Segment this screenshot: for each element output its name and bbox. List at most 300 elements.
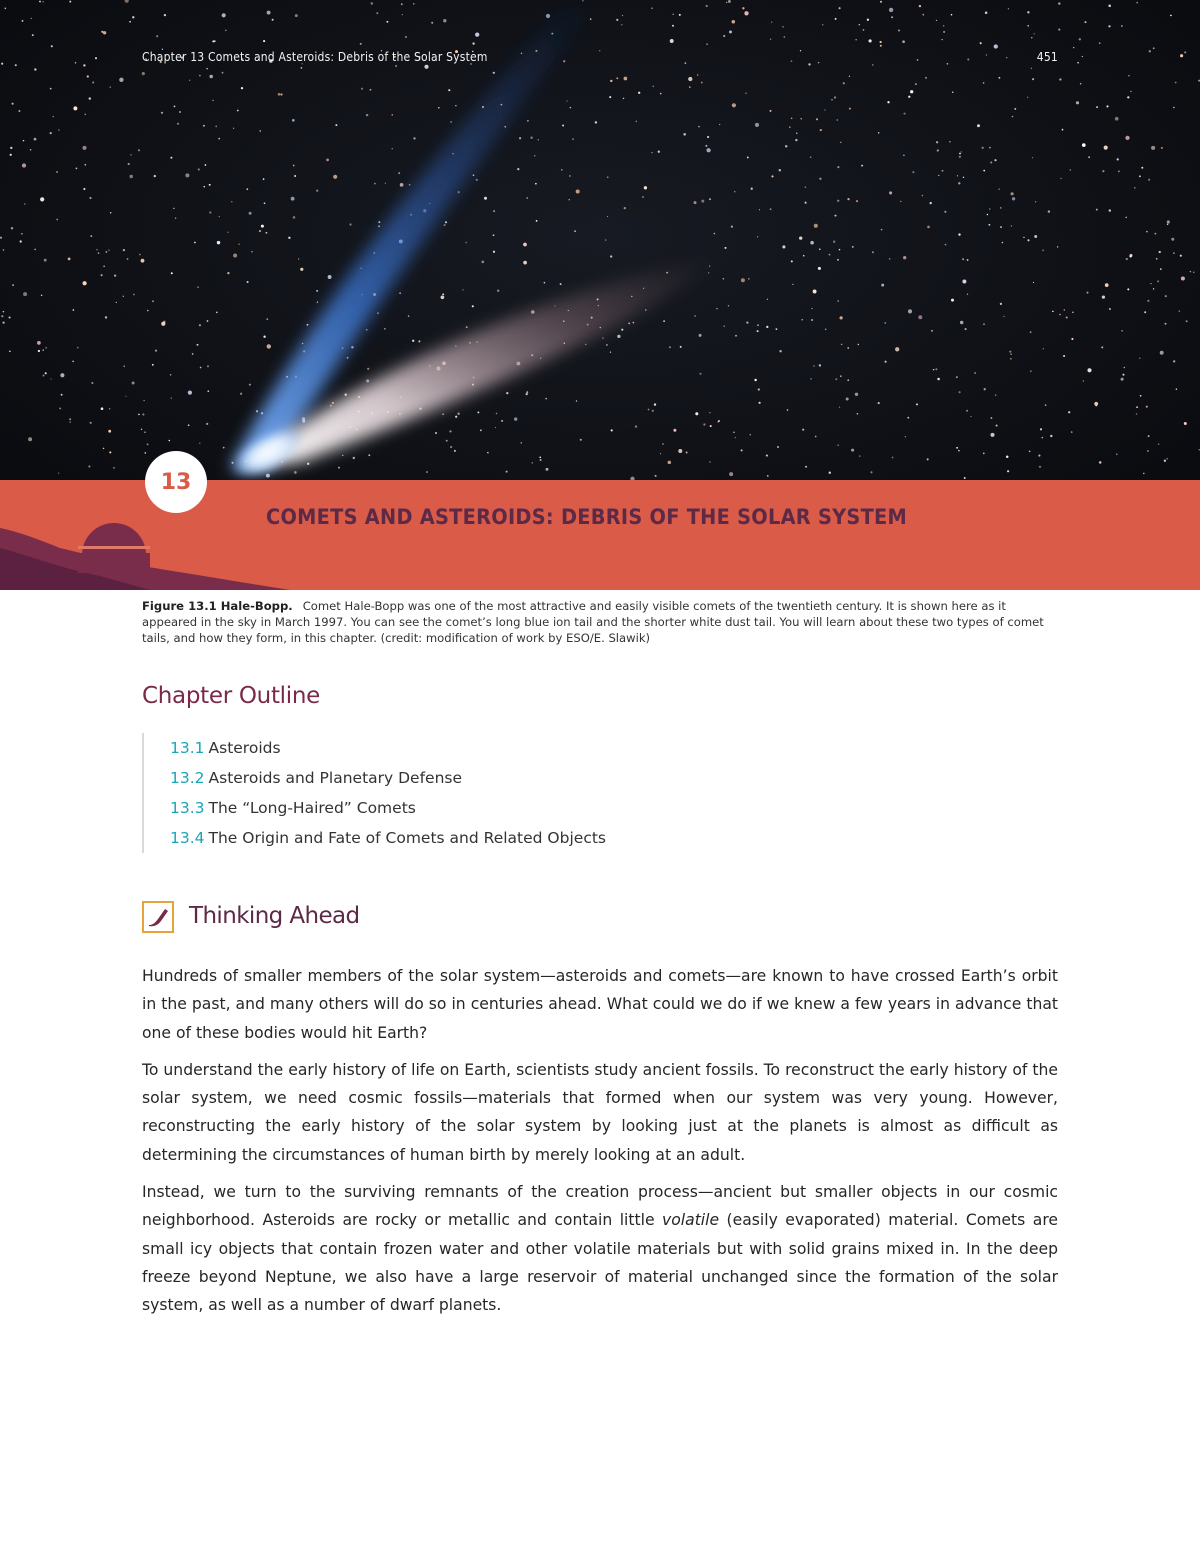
figure-caption — [142, 598, 1058, 646]
star — [638, 92, 640, 94]
star — [652, 410, 654, 412]
star — [267, 344, 271, 348]
star — [944, 211, 946, 213]
star — [223, 447, 225, 449]
star — [374, 183, 376, 185]
star — [663, 320, 665, 322]
star — [698, 126, 700, 128]
star — [69, 421, 71, 423]
star — [872, 64, 874, 66]
star — [902, 40, 905, 43]
star — [307, 463, 309, 465]
star — [32, 34, 34, 36]
star — [686, 452, 688, 454]
star — [1014, 108, 1016, 110]
star — [635, 425, 637, 427]
star — [820, 129, 822, 131]
star — [1059, 314, 1061, 316]
star — [1139, 175, 1141, 177]
star — [644, 186, 647, 189]
star — [1161, 147, 1163, 149]
star — [147, 443, 149, 445]
star — [1045, 404, 1047, 406]
star — [1027, 239, 1029, 241]
star — [125, 396, 126, 397]
star — [10, 154, 12, 156]
star — [408, 315, 409, 316]
star — [455, 105, 456, 106]
star — [90, 235, 92, 237]
star — [366, 379, 369, 382]
star — [519, 137, 521, 139]
star — [185, 173, 189, 177]
star — [1136, 406, 1138, 408]
star — [699, 334, 702, 337]
star — [602, 337, 603, 338]
outline-label[interactable]: The Origin and Fate of Comets and Related Objects — [208, 829, 606, 847]
star — [1060, 178, 1061, 179]
outline-number[interactable]: 13.3 — [170, 799, 205, 817]
star — [938, 175, 939, 176]
star — [617, 335, 620, 338]
star — [961, 151, 962, 152]
star — [154, 175, 156, 177]
star — [539, 456, 541, 458]
star — [956, 447, 958, 449]
star — [1048, 210, 1050, 212]
star — [1064, 309, 1066, 311]
star — [386, 21, 388, 23]
star — [376, 12, 378, 14]
star — [570, 107, 571, 108]
star — [1012, 197, 1015, 200]
star — [9, 316, 11, 318]
star — [24, 203, 26, 205]
star — [89, 97, 91, 99]
star — [869, 39, 872, 42]
star — [818, 267, 821, 270]
star — [1032, 78, 1034, 80]
star — [409, 184, 411, 186]
star — [701, 82, 703, 84]
star — [30, 149, 32, 151]
star — [908, 96, 910, 98]
thinking-ahead-body — [142, 962, 1058, 1329]
star — [651, 152, 652, 153]
star — [785, 145, 787, 147]
star — [1127, 288, 1129, 290]
star — [791, 260, 793, 262]
star — [455, 416, 457, 418]
star — [43, 375, 45, 377]
star — [770, 39, 771, 40]
star — [922, 195, 924, 197]
star — [1125, 217, 1127, 219]
star — [288, 237, 290, 239]
star — [1171, 238, 1174, 241]
outline-number[interactable]: 13.4 — [170, 829, 205, 847]
star — [771, 22, 772, 23]
star — [101, 274, 103, 276]
star — [867, 19, 869, 21]
star — [34, 249, 36, 251]
star — [261, 225, 264, 228]
star — [758, 388, 760, 390]
star — [1109, 308, 1111, 310]
star — [532, 462, 533, 463]
star — [878, 402, 880, 404]
star — [1029, 450, 1031, 452]
star — [106, 251, 108, 253]
star — [88, 465, 90, 467]
star — [105, 316, 107, 318]
star — [859, 455, 860, 456]
star — [143, 400, 144, 401]
star — [847, 347, 849, 349]
star — [73, 309, 75, 311]
star — [576, 400, 577, 401]
star — [706, 43, 708, 45]
star — [633, 322, 635, 324]
star — [11, 227, 13, 229]
star — [840, 375, 842, 377]
star — [732, 20, 736, 24]
star — [484, 197, 487, 200]
star — [497, 290, 499, 292]
star — [998, 77, 1000, 79]
star — [688, 77, 692, 81]
star — [405, 36, 407, 38]
star — [669, 346, 671, 348]
star — [83, 64, 85, 66]
star — [77, 347, 79, 349]
star — [132, 382, 135, 385]
star — [837, 200, 839, 202]
star — [970, 416, 971, 417]
star — [189, 80, 190, 81]
outline-label[interactable]: The “Long-Haired” Comets — [208, 799, 416, 817]
star — [1062, 129, 1064, 131]
star — [811, 308, 812, 309]
star — [1083, 380, 1084, 381]
star — [480, 429, 482, 431]
star — [10, 147, 12, 149]
star — [215, 126, 217, 128]
star — [472, 42, 474, 44]
star — [1003, 316, 1004, 317]
star — [960, 321, 963, 324]
star — [994, 44, 998, 48]
star — [1170, 15, 1172, 17]
star — [703, 423, 705, 425]
star — [709, 265, 710, 266]
star — [1011, 225, 1012, 226]
star — [1109, 209, 1111, 211]
outline-label[interactable]: Asteroids — [208, 739, 281, 757]
star — [1034, 235, 1037, 238]
star — [1077, 62, 1079, 64]
star — [335, 124, 337, 126]
chapter-outline-list — [142, 733, 606, 853]
star — [349, 223, 351, 225]
star — [326, 159, 329, 162]
star — [879, 41, 881, 43]
star — [1159, 251, 1161, 253]
star — [209, 211, 211, 213]
star — [881, 229, 883, 231]
star — [1117, 158, 1119, 160]
star — [1147, 450, 1149, 452]
star — [546, 14, 550, 18]
star — [983, 170, 985, 172]
star — [1080, 83, 1082, 85]
star — [1038, 455, 1040, 457]
star — [729, 472, 733, 476]
star — [82, 281, 86, 285]
star — [605, 239, 607, 241]
star — [782, 245, 785, 248]
star — [206, 68, 207, 69]
star — [42, 349, 43, 350]
star — [733, 431, 735, 433]
star — [741, 449, 743, 451]
star — [544, 282, 546, 284]
star — [37, 341, 41, 345]
star — [203, 125, 205, 127]
star — [238, 243, 240, 245]
star — [22, 163, 26, 167]
star — [280, 93, 282, 95]
star — [1129, 255, 1131, 257]
star — [61, 394, 63, 396]
star — [889, 258, 891, 260]
star — [1130, 91, 1131, 92]
star — [990, 417, 992, 419]
star — [1039, 466, 1041, 468]
star — [819, 178, 821, 180]
star — [142, 413, 144, 415]
star — [203, 186, 205, 188]
star — [1175, 82, 1177, 84]
star — [76, 168, 78, 170]
star — [179, 111, 181, 113]
star — [545, 398, 547, 400]
star — [783, 36, 785, 38]
star — [996, 425, 998, 427]
star — [872, 251, 874, 253]
star — [517, 168, 519, 170]
star — [849, 76, 850, 77]
star — [680, 346, 682, 348]
star — [426, 471, 428, 473]
star — [964, 477, 966, 479]
star — [651, 7, 653, 9]
star — [958, 233, 960, 235]
star — [263, 336, 265, 338]
star — [852, 246, 854, 248]
star — [945, 244, 947, 246]
outline-number[interactable]: 13.2 — [170, 769, 205, 787]
outline-item-13-2[interactable] — [170, 763, 606, 793]
star — [846, 398, 849, 401]
star — [22, 20, 24, 22]
star — [708, 272, 709, 273]
star — [802, 429, 804, 431]
star — [378, 221, 380, 223]
star — [1082, 56, 1083, 57]
star — [705, 145, 707, 147]
outline-item-13-1[interactable] — [170, 733, 606, 763]
star — [431, 22, 433, 24]
star — [891, 16, 893, 18]
star — [1088, 156, 1090, 158]
star — [58, 472, 59, 473]
star — [1106, 105, 1108, 107]
star — [694, 201, 697, 204]
star — [87, 75, 89, 77]
star — [985, 12, 988, 15]
star — [1071, 338, 1073, 340]
chapter-outline-heading: Chapter Outline — [142, 683, 320, 709]
star — [813, 290, 817, 294]
outline-item-13-3[interactable] — [170, 793, 606, 823]
star — [1102, 170, 1104, 172]
star — [493, 251, 495, 253]
star — [903, 113, 905, 115]
star — [267, 11, 271, 15]
star — [1, 315, 3, 317]
star — [735, 335, 737, 337]
star — [590, 18, 591, 19]
star — [21, 233, 23, 235]
star — [561, 169, 562, 170]
star — [918, 315, 922, 319]
star — [367, 368, 369, 370]
star — [910, 90, 913, 93]
star — [1066, 316, 1068, 318]
star — [1144, 311, 1146, 313]
star — [73, 106, 77, 110]
star — [1030, 331, 1032, 333]
star — [861, 165, 863, 167]
star — [501, 420, 503, 422]
star — [1027, 25, 1029, 27]
outline-label[interactable]: Asteroids and Planetary Defense — [208, 769, 463, 787]
star — [69, 418, 71, 420]
star — [1176, 388, 1178, 390]
star — [240, 393, 242, 395]
star — [1166, 458, 1168, 460]
star — [1173, 360, 1175, 362]
star — [1148, 435, 1150, 437]
star — [635, 121, 637, 123]
star — [1151, 146, 1155, 150]
star — [1118, 171, 1120, 173]
star — [699, 373, 701, 375]
star — [889, 191, 892, 194]
star — [962, 258, 964, 260]
star — [259, 230, 261, 232]
star — [69, 1, 71, 3]
star — [207, 320, 209, 322]
star — [837, 259, 839, 261]
star — [493, 210, 495, 212]
star — [766, 326, 768, 328]
star — [147, 310, 149, 312]
star — [837, 300, 839, 302]
star — [534, 155, 535, 156]
star — [572, 138, 574, 140]
star — [506, 392, 508, 394]
star — [266, 318, 268, 320]
star — [930, 202, 932, 204]
star — [514, 417, 517, 420]
star — [956, 376, 958, 378]
star — [951, 14, 953, 16]
star — [1023, 237, 1024, 238]
star — [1140, 395, 1142, 397]
star — [222, 13, 226, 17]
outline-number[interactable]: 13.1 — [170, 739, 205, 757]
star — [174, 106, 176, 108]
star — [580, 439, 582, 441]
star — [424, 65, 428, 69]
star — [607, 216, 608, 217]
star — [144, 452, 146, 454]
star — [562, 124, 564, 126]
star — [606, 344, 608, 346]
star — [58, 129, 60, 131]
star — [418, 340, 420, 342]
star — [936, 141, 938, 143]
star — [931, 330, 933, 332]
star — [728, 305, 730, 307]
star — [1184, 51, 1186, 53]
star — [905, 436, 906, 437]
star — [316, 190, 318, 192]
star — [745, 93, 746, 94]
star — [114, 274, 116, 276]
star — [847, 379, 849, 381]
star — [219, 216, 220, 217]
star — [585, 344, 586, 345]
star — [678, 449, 682, 453]
star — [595, 121, 597, 123]
star — [266, 474, 270, 478]
star — [1031, 37, 1032, 38]
pen-icon — [142, 901, 174, 933]
star — [855, 39, 856, 40]
star — [1165, 295, 1167, 297]
star — [18, 110, 20, 112]
star — [1068, 411, 1070, 413]
star — [1141, 167, 1143, 169]
star — [709, 198, 711, 200]
star — [829, 254, 831, 256]
star — [566, 100, 567, 101]
star — [936, 20, 937, 21]
star — [1043, 348, 1044, 349]
body-paragraph-1: Hundreds of smaller members of the solar system—asteroids and comets—are known to have crossed Earth’s orbit in the past, and many others will do so in centuries ahead. What could we do if we knew a few years in advance that one of these bodies would hit Earth? — [142, 967, 1058, 1042]
star — [50, 378, 51, 379]
star — [1063, 355, 1065, 357]
star — [1147, 300, 1149, 302]
star — [1012, 116, 1013, 117]
star — [1160, 268, 1162, 270]
outline-item-13-4[interactable] — [170, 823, 606, 853]
star — [706, 5, 708, 7]
star — [958, 182, 960, 184]
